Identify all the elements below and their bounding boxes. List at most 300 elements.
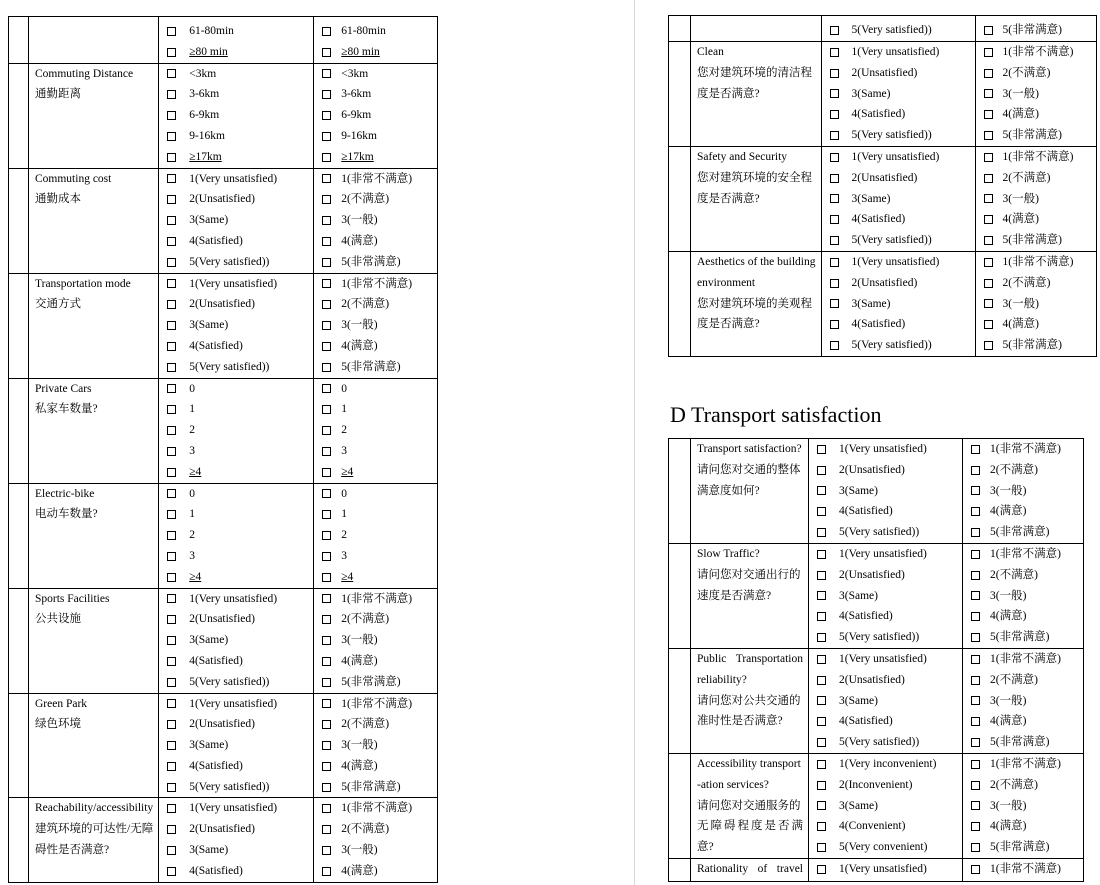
option-label: 1(非常不满意) — [341, 697, 413, 710]
option-label: 3(一般) — [990, 484, 1027, 497]
checkbox-icon[interactable] — [830, 299, 839, 308]
option-label: 2(不满意) — [990, 778, 1038, 791]
checkbox-icon[interactable] — [971, 760, 980, 769]
option-label: 1(Very unsatisfied) — [851, 255, 940, 268]
options-zh-cell — [314, 273, 438, 378]
checkbox-icon[interactable] — [167, 111, 176, 120]
checkbox-icon[interactable] — [322, 447, 331, 456]
checkbox-icon[interactable] — [322, 195, 331, 204]
checkbox-icon[interactable] — [817, 528, 826, 537]
option-row — [809, 816, 962, 837]
options-zh-cell — [975, 146, 1096, 251]
checkbox-icon[interactable] — [971, 717, 980, 726]
option-label: 4(Satisfied) — [839, 505, 893, 518]
option-label: 4(满意) — [990, 505, 1027, 518]
checkbox-icon[interactable] — [167, 279, 176, 288]
row-number-cell — [9, 378, 29, 483]
option-row — [314, 420, 437, 441]
option-label: 1(Very unsatisfied) — [851, 46, 940, 58]
option-label: 5(Very satisfied)) — [189, 675, 270, 688]
option-label: 1(非常不满意) — [1002, 150, 1074, 163]
option-label: 4(Satisfied) — [189, 654, 243, 667]
question-text: 公共设施 — [35, 613, 81, 626]
checkbox-icon[interactable] — [322, 69, 331, 78]
option-row — [159, 525, 313, 546]
checkbox-icon[interactable] — [322, 846, 331, 855]
checkbox-icon[interactable] — [167, 405, 176, 414]
checkbox-icon[interactable] — [971, 655, 980, 664]
checkbox-icon[interactable] — [830, 131, 839, 140]
checkbox-icon[interactable] — [322, 279, 331, 288]
option-label: 6-9km — [189, 109, 220, 122]
checkbox-icon[interactable] — [167, 447, 176, 456]
checkbox-icon[interactable] — [167, 720, 176, 729]
survey-table — [668, 438, 1084, 882]
option-row — [159, 126, 313, 147]
checkbox-icon[interactable] — [322, 216, 331, 225]
checkbox-icon[interactable] — [971, 843, 980, 852]
question-text: 准时性是否满意? — [697, 715, 783, 728]
table-row — [669, 16, 1097, 42]
checkbox-icon[interactable] — [984, 258, 993, 267]
option-row — [314, 735, 437, 756]
checkbox-icon[interactable] — [817, 760, 826, 769]
option-label: 1(非常不满意) — [990, 443, 1061, 455]
survey-table-left-page — [8, 16, 438, 883]
table-row — [669, 42, 1097, 147]
checkbox-icon[interactable] — [167, 594, 176, 603]
checkbox-icon[interactable] — [971, 633, 980, 642]
checkbox-icon[interactable] — [322, 720, 331, 729]
option-label: 4(满意) — [1002, 108, 1039, 121]
checkbox-icon[interactable] — [817, 445, 826, 454]
checkbox-icon[interactable] — [971, 571, 980, 580]
option-label: ≥4 — [189, 465, 202, 478]
question-text: Accessibility transport — [697, 757, 801, 770]
checkbox-icon[interactable] — [167, 258, 176, 267]
table-row — [669, 146, 1097, 251]
checkbox-icon[interactable] — [167, 678, 176, 687]
option-label: 2(Unsatisfied) — [851, 171, 918, 184]
checkbox-icon[interactable] — [971, 528, 980, 537]
checkbox-icon[interactable] — [322, 342, 331, 351]
checkbox-icon[interactable] — [167, 426, 176, 435]
checkbox-icon[interactable] — [817, 676, 826, 685]
checkbox-icon[interactable] — [830, 26, 839, 35]
option-row — [822, 168, 975, 189]
option-label: 4(满意) — [341, 759, 378, 772]
options-en-cell — [159, 63, 314, 168]
checkbox-icon[interactable] — [322, 132, 331, 141]
checkbox-icon[interactable] — [971, 486, 980, 495]
checkbox-icon[interactable] — [830, 236, 839, 245]
option-label: 5(非常满意) — [1002, 129, 1062, 142]
checkbox-icon[interactable] — [167, 363, 176, 372]
option-row — [963, 501, 1083, 522]
option-label: 5(Very satisfied)) — [839, 526, 920, 539]
option-row — [822, 20, 975, 41]
question-text: Rationality of travel — [697, 862, 803, 875]
checkbox-icon[interactable] — [830, 279, 839, 288]
checkbox-icon[interactable] — [322, 531, 331, 540]
checkbox-icon[interactable] — [167, 783, 176, 792]
checkbox-icon[interactable] — [322, 615, 331, 624]
checkbox-icon[interactable] — [322, 657, 331, 666]
option-label: 3(Same) — [189, 214, 229, 227]
option-label: 1(非常不满意) — [1002, 255, 1074, 268]
checkbox-icon[interactable] — [322, 258, 331, 267]
checkbox-icon[interactable] — [971, 445, 980, 454]
option-row — [314, 630, 437, 651]
row-number-cell — [669, 439, 691, 544]
option-row — [314, 589, 437, 610]
option-label: ≥4 — [341, 570, 354, 583]
option-label: 2(不满意) — [341, 613, 390, 626]
question-text: Electric-bike — [35, 487, 95, 500]
checkbox-icon[interactable] — [167, 237, 176, 246]
checkbox-icon[interactable] — [817, 633, 826, 642]
checkbox-icon[interactable] — [817, 865, 826, 874]
checkbox-icon[interactable] — [322, 237, 331, 246]
option-row — [809, 501, 962, 522]
checkbox-icon[interactable] — [971, 591, 980, 600]
option-label: ≥4 — [189, 570, 202, 583]
checkbox-icon[interactable] — [167, 825, 176, 834]
options-en-cell — [809, 648, 963, 753]
option-row — [809, 544, 962, 565]
option-row — [314, 840, 437, 861]
option-label: 5(非常满意) — [990, 736, 1050, 749]
checkbox-icon[interactable] — [167, 573, 176, 582]
checkbox-icon[interactable] — [984, 153, 993, 162]
checkbox-icon[interactable] — [984, 215, 993, 224]
checkbox-icon[interactable] — [322, 468, 331, 477]
checkbox-icon[interactable] — [830, 174, 839, 183]
checkbox-icon[interactable] — [817, 781, 826, 790]
question-cell — [691, 753, 809, 858]
checkbox-icon[interactable] — [322, 741, 331, 750]
option-row — [822, 104, 975, 125]
checkbox-icon[interactable] — [817, 571, 826, 580]
option-label: 3 — [189, 444, 195, 457]
checkbox-icon[interactable] — [167, 384, 176, 393]
option-label: 1(Very unsatisfied) — [839, 652, 927, 665]
checkbox-icon[interactable] — [167, 69, 176, 78]
row-number-cell — [9, 273, 29, 378]
checkbox-icon[interactable] — [167, 867, 176, 876]
checkbox-icon[interactable] — [167, 804, 176, 813]
option-row — [809, 859, 962, 880]
option-label: 4(满意) — [990, 610, 1027, 623]
checkbox-icon[interactable] — [971, 822, 980, 831]
checkbox-icon[interactable] — [984, 110, 993, 119]
option-row — [809, 649, 962, 670]
checkbox-icon[interactable] — [817, 612, 826, 621]
option-row — [159, 252, 313, 273]
option-row — [963, 837, 1083, 858]
option-row — [963, 796, 1083, 817]
checkbox-icon[interactable] — [817, 466, 826, 475]
checkbox-icon[interactable] — [817, 550, 826, 559]
options-zh-cell — [963, 543, 1084, 648]
option-label: 1(非常不满意) — [341, 802, 413, 815]
option-row — [809, 775, 962, 796]
option-label: 5(非常满意) — [341, 255, 401, 268]
option-row — [314, 231, 437, 252]
checkbox-icon[interactable] — [322, 636, 331, 645]
checkbox-icon[interactable] — [971, 696, 980, 705]
checkbox-icon[interactable] — [971, 676, 980, 685]
options-en-cell — [159, 378, 314, 483]
row-number-cell — [669, 42, 691, 147]
option-row — [963, 649, 1083, 670]
checkbox-icon[interactable] — [322, 804, 331, 813]
checkbox-icon[interactable] — [984, 89, 993, 98]
options-zh-cell — [314, 588, 438, 693]
checkbox-icon[interactable] — [817, 738, 826, 747]
checkbox-icon[interactable] — [322, 510, 331, 519]
option-label: 3(一般) — [341, 319, 378, 332]
option-label: 4(Satisfied) — [851, 213, 906, 226]
option-row — [159, 357, 313, 378]
option-row — [314, 651, 437, 672]
option-label: 5(Very satisfied)) — [851, 339, 932, 352]
checkbox-icon[interactable] — [984, 194, 993, 203]
question-text: 度是否满意? — [697, 318, 760, 331]
checkbox-icon[interactable] — [167, 762, 176, 771]
checkbox-icon[interactable] — [167, 48, 176, 57]
option-row — [314, 294, 437, 315]
question-cell — [29, 168, 159, 273]
option-label: 4(满意) — [1002, 213, 1039, 226]
option-label: 5(非常满意) — [1002, 234, 1062, 247]
option-row — [314, 64, 437, 85]
checkbox-icon[interactable] — [167, 132, 176, 141]
checkbox-icon[interactable] — [322, 489, 331, 498]
checkbox-icon[interactable] — [984, 279, 993, 288]
options-en-cell — [159, 17, 314, 64]
checkbox-icon[interactable] — [984, 341, 993, 350]
option-label: 3(一般) — [341, 844, 378, 857]
option-label: 5(非常满意) — [990, 526, 1050, 539]
checkbox-icon[interactable] — [322, 867, 331, 876]
question-cell — [691, 543, 809, 648]
checkbox-icon[interactable] — [971, 738, 980, 747]
checkbox-icon[interactable] — [167, 699, 176, 708]
checkbox-icon[interactable] — [322, 48, 331, 57]
option-row — [963, 439, 1083, 460]
option-label: 5(Very satisfied)) — [189, 780, 270, 793]
checkbox-icon[interactable] — [167, 342, 176, 351]
row-number-cell — [9, 483, 29, 588]
option-row — [314, 379, 437, 400]
checkbox-icon[interactable] — [322, 678, 331, 687]
option-row — [822, 42, 975, 63]
option-row — [822, 189, 975, 210]
option-row — [963, 775, 1083, 796]
checkbox-icon[interactable] — [817, 696, 826, 705]
options-en-cell — [159, 273, 314, 378]
option-row — [159, 294, 313, 315]
option-label: 3(Same) — [839, 589, 878, 602]
checkbox-icon[interactable] — [167, 615, 176, 624]
checkbox-icon[interactable] — [817, 717, 826, 726]
checkbox-icon[interactable] — [830, 341, 839, 350]
checkbox-icon[interactable] — [322, 762, 331, 771]
checkbox-icon[interactable] — [830, 194, 839, 203]
checkbox-icon[interactable] — [984, 69, 993, 78]
checkbox-icon[interactable] — [830, 110, 839, 119]
checkbox-icon[interactable] — [167, 636, 176, 645]
checkbox-icon[interactable] — [322, 153, 331, 162]
checkbox-icon[interactable] — [322, 384, 331, 393]
checkbox-icon[interactable] — [971, 801, 980, 810]
checkbox-icon[interactable] — [830, 320, 839, 329]
checkbox-icon[interactable] — [167, 321, 176, 330]
options-zh-cell — [975, 16, 1096, 42]
checkbox-icon[interactable] — [167, 531, 176, 540]
checkbox-icon[interactable] — [817, 486, 826, 495]
checkbox-icon[interactable] — [322, 363, 331, 372]
checkbox-icon[interactable] — [830, 89, 839, 98]
checkbox-icon[interactable] — [167, 153, 176, 162]
checkbox-icon[interactable] — [971, 507, 980, 516]
checkbox-icon[interactable] — [167, 216, 176, 225]
option-label: 2 — [189, 529, 195, 542]
checkbox-icon[interactable] — [984, 174, 993, 183]
option-label: 2(不满意) — [990, 463, 1038, 476]
survey-table-transport-satisfaction — [668, 438, 1084, 882]
question-cell — [29, 483, 159, 588]
option-label: 4(满意) — [990, 715, 1027, 728]
checkbox-icon[interactable] — [971, 466, 980, 475]
checkbox-icon[interactable] — [322, 321, 331, 330]
checkbox-icon[interactable] — [322, 573, 331, 582]
checkbox-icon[interactable] — [167, 27, 176, 36]
checkbox-icon[interactable] — [830, 69, 839, 78]
checkbox-icon[interactable] — [167, 552, 176, 561]
option-label: 61-80min — [341, 25, 386, 37]
question-text: 绿色环境 — [35, 718, 81, 731]
checkbox-icon[interactable] — [971, 781, 980, 790]
question-cell — [29, 798, 159, 883]
checkbox-icon[interactable] — [830, 48, 839, 57]
option-row — [809, 691, 962, 712]
row-number-cell — [669, 753, 691, 858]
checkbox-icon[interactable] — [167, 741, 176, 750]
option-label: 4(Satisfied) — [839, 610, 893, 623]
table-row — [669, 648, 1084, 753]
option-label: 1(Very unsatisfied) — [851, 150, 940, 163]
checkbox-icon[interactable] — [830, 258, 839, 267]
checkbox-icon[interactable] — [322, 90, 331, 99]
options-zh-cell — [314, 378, 438, 483]
checkbox-icon[interactable] — [167, 489, 176, 498]
checkbox-icon[interactable] — [817, 822, 826, 831]
option-row — [159, 504, 313, 525]
checkbox-icon[interactable] — [984, 48, 993, 57]
checkbox-icon[interactable] — [322, 426, 331, 435]
checkbox-icon[interactable] — [817, 507, 826, 516]
question-cell — [691, 439, 809, 544]
checkbox-icon[interactable] — [167, 657, 176, 666]
checkbox-icon[interactable] — [971, 865, 980, 874]
checkbox-icon[interactable] — [167, 90, 176, 99]
option-row — [976, 42, 1096, 63]
checkbox-icon[interactable] — [984, 131, 993, 140]
options-zh-cell — [963, 439, 1084, 544]
option-row — [159, 462, 313, 483]
checkbox-icon[interactable] — [817, 591, 826, 600]
checkbox-icon[interactable] — [167, 468, 176, 477]
question-text: 建筑环境的可达性/无障 — [35, 823, 154, 836]
checkbox-icon[interactable] — [322, 825, 331, 834]
option-label: 1(非常不满意) — [341, 277, 413, 290]
option-row — [159, 42, 313, 63]
checkbox-icon[interactable] — [322, 594, 331, 603]
options-en-cell — [809, 439, 963, 544]
row-number-cell — [9, 693, 29, 798]
checkbox-icon[interactable] — [984, 26, 993, 35]
checkbox-icon[interactable] — [322, 27, 331, 36]
option-label: 4(Satisfied) — [189, 339, 243, 352]
checkbox-icon[interactable] — [322, 300, 331, 309]
option-label: 3-6km — [189, 88, 220, 101]
checkbox-icon[interactable] — [322, 783, 331, 792]
options-en-cell — [159, 798, 314, 883]
checkbox-icon[interactable] — [322, 111, 331, 120]
option-row — [809, 837, 962, 858]
option-row — [314, 441, 437, 462]
checkbox-icon[interactable] — [322, 552, 331, 561]
question-text: 速度是否满意? — [697, 589, 772, 602]
option-row — [963, 859, 1083, 880]
checkbox-icon[interactable] — [984, 320, 993, 329]
option-label: 3(一般) — [341, 214, 378, 227]
table-row — [669, 753, 1084, 858]
option-label: 4(满意) — [341, 864, 378, 877]
checkbox-icon[interactable] — [984, 236, 993, 245]
checkbox-icon[interactable] — [167, 300, 176, 309]
checkbox-icon[interactable] — [971, 550, 980, 559]
option-label: 3 — [189, 549, 195, 562]
option-label: 5(Very satisfied)) — [851, 234, 932, 247]
checkbox-icon[interactable] — [322, 405, 331, 414]
checkbox-icon[interactable] — [971, 612, 980, 621]
checkbox-icon[interactable] — [322, 174, 331, 183]
option-row — [314, 609, 437, 630]
option-row — [159, 756, 313, 777]
table-row — [9, 63, 438, 168]
checkbox-icon[interactable] — [167, 195, 176, 204]
checkbox-icon[interactable] — [830, 153, 839, 162]
option-row — [314, 525, 437, 546]
checkbox-icon[interactable] — [167, 510, 176, 519]
checkbox-icon[interactable] — [830, 215, 839, 224]
option-label: 2(不满意) — [1002, 171, 1051, 184]
question-text: Safety and Security — [697, 150, 788, 163]
option-label: 0 — [341, 382, 347, 395]
checkbox-icon[interactable] — [817, 655, 826, 664]
checkbox-icon[interactable] — [167, 174, 176, 183]
checkbox-icon[interactable] — [322, 699, 331, 708]
checkbox-icon[interactable] — [167, 846, 176, 855]
checkbox-icon[interactable] — [817, 843, 826, 852]
checkbox-icon[interactable] — [984, 299, 993, 308]
option-label: 1(非常不满意) — [990, 547, 1061, 560]
checkbox-icon[interactable] — [817, 801, 826, 810]
option-label: 3(Same) — [189, 739, 229, 752]
